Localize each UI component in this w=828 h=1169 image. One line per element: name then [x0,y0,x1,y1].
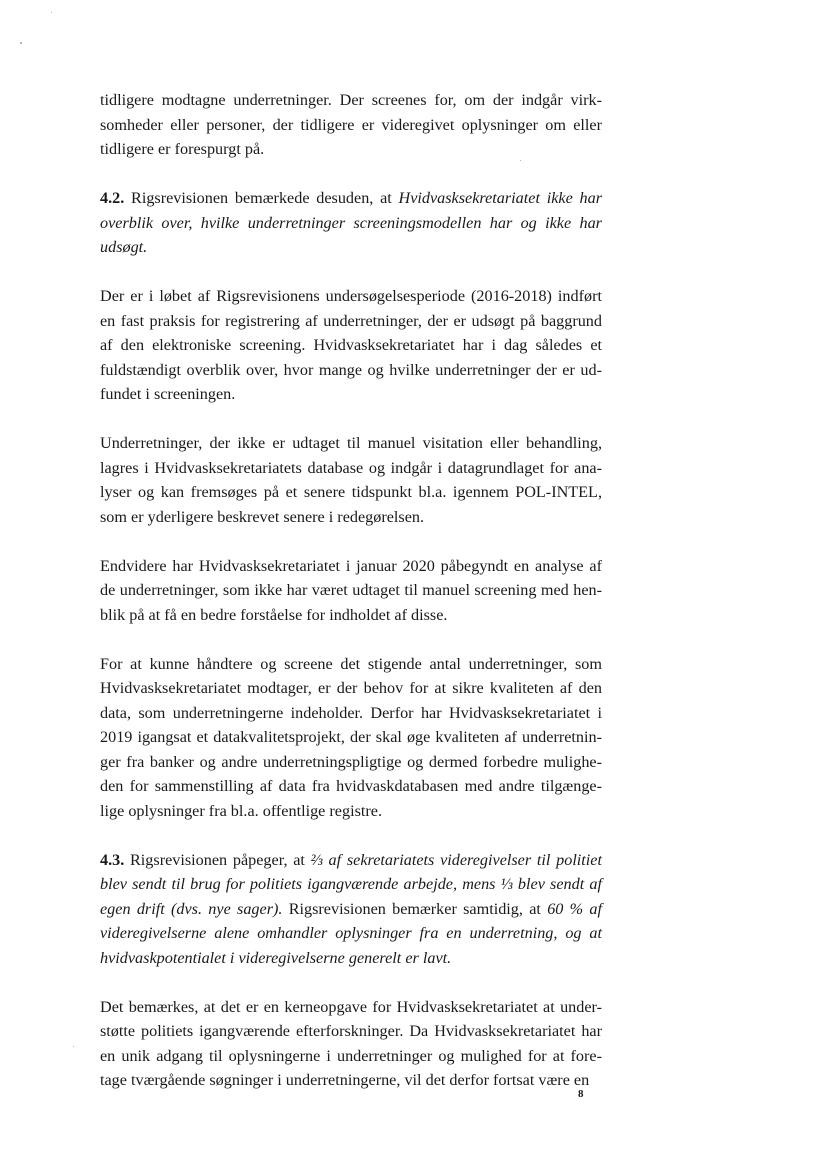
paragraph-section-4-3 [100,848,602,971]
page-number: 8 [578,1088,584,1100]
paragraph-5 [100,554,602,628]
section-number: 4.2. [100,189,125,207]
scan-speck [73,1046,74,1047]
paragraph-text: Underretninger, der ikke er udtaget til manuel visitation eller behandling, lagres i Hvidvasksekretariatets database og indgår i datagrundlaget for ana-lyser og kan fremsøges på et senere tidspunkt bl.a. igennem POL-INTEL, som er yderligere beskrevet senere i redegørelsen. [100,434,602,526]
paragraph-text: Det bemærkes, at det er en kerneopgave for Hvidvasksekretariatet at under-støtte politiets igangværende efterforskninger. Da Hvidvasksekretariatet har en unik adgang til oplysningerne i underretninger og mulighed for at fore-tage tværgående søgninger i underretningerne, vil det derfor fortsat være en [100,997,602,1089]
scan-speck [51,12,52,13]
paragraph-text: For at kunne håndtere og screene det stigende antal underretninger, som Hvidvasksekretariatet modtager, er der behov for at sikre kvaliteten af den data, som underretningerne indeholder. Derfor har Hvidvasksekretariatet i 2019 igangsat et datakvalitetsprojekt, der skal øge kvaliteten af underretnin-ger fra banker og andre underretningspligtige og dermed forbedre mulighe-den for sammenstilling af data fra hvidvaskdatabasen med andre tilgænge-lige oplysninger fra bl.a. offentlige registre. [100,654,602,820]
quoted-finding: Hvidvasksekretariatet ikke har overblik over, hvilke underretninger screeningsmodellen har og ikke har udsøgt. [100,189,602,256]
paragraph-6 [100,652,602,824]
paragraph-text: Rigsrevisionen påpeger, at [124,850,311,869]
paragraph-3 [100,284,602,407]
scan-speck [20,42,22,44]
paragraph-text: Der er i løbet af Rigsrevisionens undersøgelsesperiode (2016-2018) indført en fast praksis for registrering af underretninger, der er udsøgt på baggrund af den elektroniske screening. Hvidvasksekretariatet har i dag således et fuldstændigt overblik over, hvor mange og hvilke underretninger der er ud-fundet i screeningen. [100,287,602,403]
scan-speck [520,160,521,161]
paragraph-text: Endvidere har Hvidvasksekretariatet i januar 2020 påbegyndt en analyse af de underretninger, som ikke har været udtaget til manuel screening med hen-blik på at få en bedre forståelse for indholdet af disse. [100,556,602,624]
paragraph-8 [100,995,602,1093]
quoted-finding: 60 % af videregivelserne alene omhandler oplysninger fra en underretning, og at hvidvaskpotentialet i videregivelserne generelt er lavt. [100,899,603,967]
paragraph-section-4-2 [100,186,602,260]
paragraph-4 [100,431,602,529]
section-number: 4.3. [100,850,125,869]
paragraph-1 [100,88,602,162]
paragraph-text: Rigsrevisionen bemærker samtidig, at [282,899,548,918]
paragraph-text: tidligere modtagne underretninger. Der screenes for, om der indgår virk-somheder eller personer, der tidligere er videregivet oplysninger om eller tidligere er forespurgt på. [100,91,602,158]
quoted-finding: ⅔ af sekretariatets videregivelser til politiet blev sendt til brug for politiets igangværende arbejde, mens ⅓ blev sendt af egen drift (dvs. nye sager). [100,850,602,918]
document-body [100,88,602,1117]
paragraph-text: Rigsrevisionen bemærkede desuden, at [124,189,399,207]
